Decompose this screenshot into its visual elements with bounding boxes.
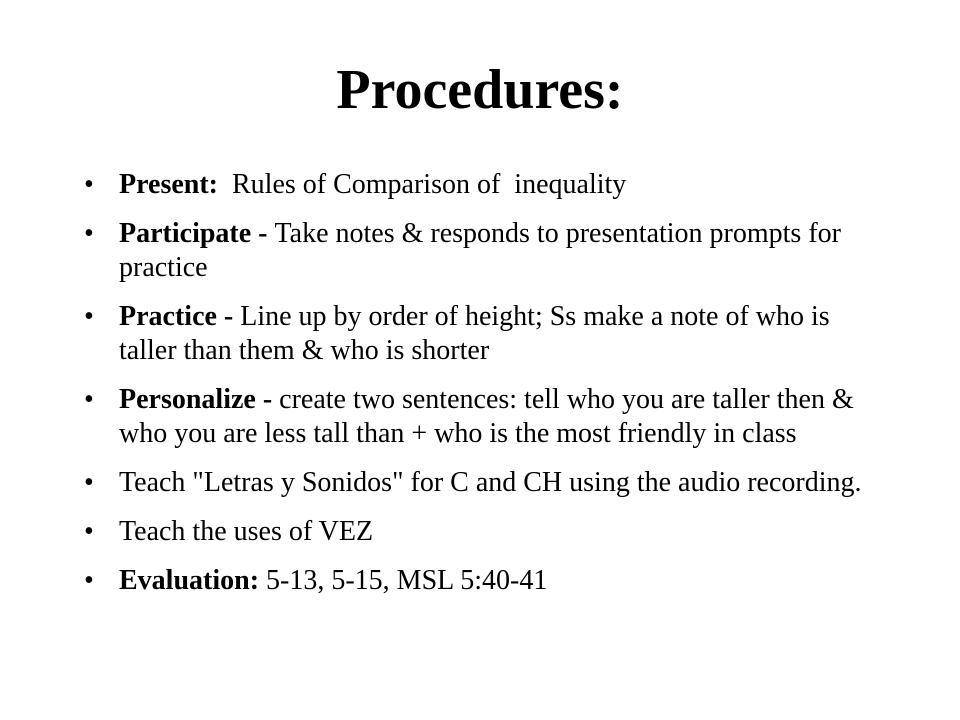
bullet-icon: • (84, 301, 94, 332)
slide-title: Procedures: (336, 59, 624, 121)
bullet-list (84, 168, 884, 613)
bullet-lead: Evaluation: (119, 565, 267, 596)
bullet-text: Take notes & responds to presentation prompts for practice (119, 218, 841, 283)
bullet-lead: Practice - (119, 301, 241, 332)
bullet-item-present (84, 168, 884, 202)
bullet-lead: Participate - (119, 218, 275, 249)
bullet-item-evaluation (84, 564, 884, 598)
bullet-icon: • (84, 169, 94, 200)
bullet-icon: • (84, 467, 94, 498)
bullet-text: Rules of Comparison of inequality (218, 169, 627, 200)
bullet-text: create two sentences: tell who you are taller then & who you are less tall than + who is the most friendly in class (119, 384, 854, 449)
bullet-icon: • (84, 565, 94, 596)
bullet-lead: Present: (119, 169, 218, 200)
bullet-icon: • (84, 384, 94, 415)
bullet-item-personalize (84, 383, 884, 451)
bullet-lead: Personalize - (119, 384, 280, 415)
bullet-item-vez (84, 515, 884, 549)
bullet-text: Teach the uses of VEZ (119, 516, 374, 547)
bullet-icon: • (84, 516, 94, 547)
bullet-icon: • (84, 218, 94, 249)
bullet-text: Teach "Letras y Sonidos" for C and CH using the audio recording. (119, 467, 862, 498)
bullet-item-participate (84, 217, 884, 285)
bullet-text: Line up by order of height; Ss make a note of who is taller than them & who is shorter (119, 301, 830, 366)
bullet-item-letras (84, 466, 884, 500)
bullet-item-practice (84, 300, 884, 368)
bullet-text: 5-13, 5-15, MSL 5:40-41 (266, 565, 548, 596)
